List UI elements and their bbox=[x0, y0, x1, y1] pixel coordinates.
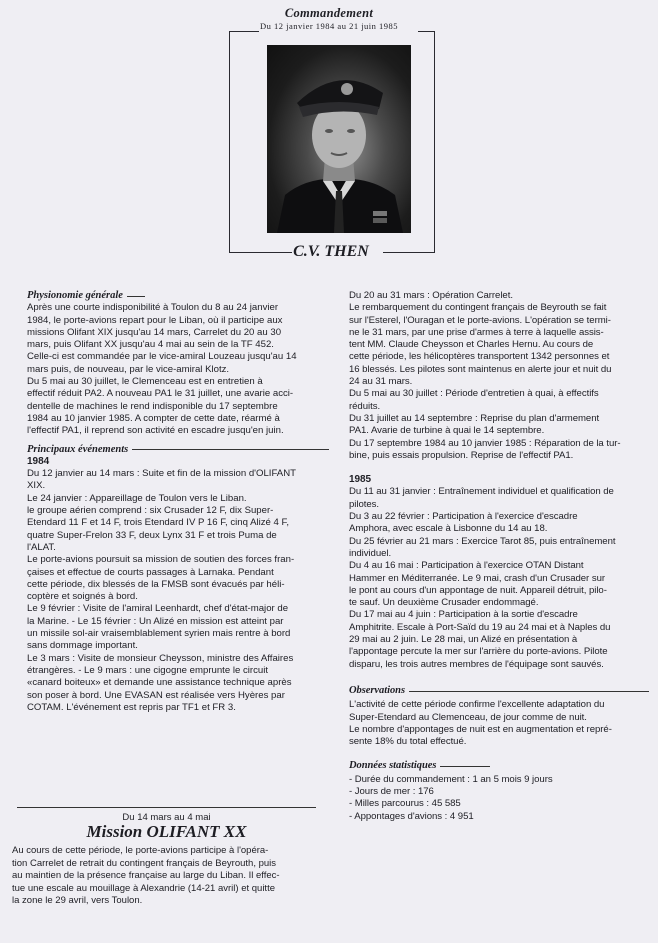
text-line: la zone le 29 avril, vers Toulon. bbox=[12, 895, 143, 906]
command-dates: Du 12 janvier 1984 au 21 juin 1985 bbox=[259, 21, 399, 31]
text-line: Amphitrite. Escale à Port-Saïd du 19 au 24 mai et à Naples du bbox=[349, 621, 611, 633]
year-1984: 1984 bbox=[27, 455, 50, 467]
mission-dates: Du 14 mars au 4 mai bbox=[122, 812, 211, 823]
text-line: Du 5 mai au 30 juillet : Période d'entretien à quai, à effectifs bbox=[349, 388, 599, 400]
text-line: étrangères. - Le 9 mars : une cigogne emprunte le circuit bbox=[27, 664, 269, 676]
text-line: réduits. bbox=[349, 400, 381, 412]
text-line: Le porte-avions poursuit sa mission de soutien des forces fran- bbox=[27, 554, 295, 566]
text-line: mars puis, de nouveau, par le vice-amiral Klotz. bbox=[27, 363, 230, 375]
text-line: L'activité de cette période confirme l'excellente adaptation du bbox=[349, 699, 605, 711]
text-line: Du 17 mai au 4 juin : Participation à la sortie d'escadre bbox=[349, 609, 578, 621]
section-title-commandement: Commandement bbox=[284, 6, 374, 20]
text-line: XIX. bbox=[27, 480, 46, 492]
stat-item: - Milles parcourus : 45 585 bbox=[349, 798, 461, 810]
text-line: 1984 au 10 janvier 1985. A compter de cette date, réarmé à bbox=[27, 412, 280, 424]
heading-rule bbox=[409, 691, 649, 692]
text-line: missions Olifant XIX jusqu'au 14 mars, Carrelet du 20 au 30 bbox=[27, 326, 282, 338]
left-column bbox=[27, 290, 329, 714]
text-line: sente 18% du total effectué. bbox=[349, 736, 467, 748]
text-line: Amphora, avec escale à Lisbonne du 14 au 18. bbox=[349, 523, 548, 535]
physionomie-text bbox=[27, 302, 329, 437]
text-line: Le nombre d'appontages de nuit est en augmentation et repré- bbox=[349, 723, 612, 735]
text-line: «canard boiteux» et demande une assistance technique après bbox=[27, 677, 292, 689]
text-line: Le rembarquement du contingent français de Beyrouth se fait bbox=[349, 302, 607, 314]
events-1984-left bbox=[27, 468, 329, 714]
frame-top-left bbox=[229, 31, 259, 32]
heading-rule bbox=[132, 449, 329, 450]
commander-portrait-photo bbox=[267, 45, 411, 233]
text-line: au maintien de la présence française au large du Liban. Il effec- bbox=[12, 870, 280, 881]
observations-text bbox=[349, 699, 649, 748]
frame-top-right bbox=[418, 31, 435, 32]
heading-rule bbox=[127, 296, 145, 297]
text-line: Du 20 au 31 mars : Opération Carrelet. bbox=[349, 290, 513, 301]
text-line: Après une courte indisponibilité à Toulon du 8 au 24 janvier bbox=[27, 302, 279, 314]
stat-item: - Jours de mer : 176 bbox=[349, 785, 434, 797]
statistiques-list bbox=[349, 774, 649, 823]
text-line: la Marine. - Le 15 février : Un Alizé en mission est atteint par bbox=[27, 615, 284, 627]
year-1985: 1985 bbox=[349, 474, 372, 486]
evenements-heading bbox=[27, 444, 329, 456]
text-line: Super-Etendard au Clemenceau, de jour comme de nuit. bbox=[349, 711, 587, 723]
mission-rule bbox=[17, 807, 316, 808]
statistiques-title: Données statistiques bbox=[349, 760, 437, 772]
text-line: 1984, le porte-avions repart pour le Liban, où il participe aux bbox=[27, 314, 283, 326]
text-line: le pont au cours d'un appontage de nuit. Appareil détruit, pilo- bbox=[349, 584, 607, 596]
right-column bbox=[349, 290, 649, 823]
text-line: l'effectif PA1, il reprend son activité en escadre jusqu'en juin. bbox=[27, 425, 284, 437]
text-line: Celle-ci est commandée par le vice-amiral Louzeau jusqu'au 14 bbox=[27, 351, 297, 363]
text-line: coptère et soignés à bord. bbox=[27, 591, 138, 603]
text-line: tent MM. Claude Cheysson et Charles Hernu. Au cours de bbox=[349, 339, 594, 351]
stat-item: - Appontages d'avions : 4 951 bbox=[349, 810, 474, 822]
text-line: Du 12 janvier au 14 mars : Suite et fin de la mission d'OLIFANT bbox=[27, 468, 296, 480]
text-line: sans dommage important. bbox=[27, 640, 138, 652]
text-line: dentelle de machines le rend indisponible du 17 septembre bbox=[27, 400, 278, 412]
text-line: 24 au 31 mars. bbox=[349, 376, 413, 388]
text-line: Le 3 mars : Visite de monsieur Cheysson, ministre des Affaires bbox=[27, 652, 294, 664]
text-line: bine, puis essais propulsion. Reprise de l'effectif PA1. bbox=[349, 449, 574, 461]
text-line: l'appontage percute la mer sur l'arrière du porte-avions. Pilote bbox=[349, 646, 608, 658]
physionomie-title: Physionomie générale bbox=[27, 290, 123, 301]
text-line: Du 3 au 22 février : Participation à l'exercice d'escadre bbox=[349, 511, 578, 523]
text-line: Hammer en Méditerranée. Le 9 mai, crash d'un Crusader sur bbox=[349, 572, 605, 584]
text-line: PA1. Avarie de turbine à quai le 14 septembre. bbox=[349, 425, 545, 437]
text-line: Etendard 11 F et 14 F, trois Etendard IV P 16 F, cinq Alizé 4 F, bbox=[27, 517, 290, 529]
text-line: quatre Super-Frelon 33 F, deux Lynx 31 F et trois Puma de bbox=[27, 529, 277, 541]
events-1985 bbox=[349, 486, 649, 670]
text-line: Du 31 juillet au 14 septembre : Reprise du plan d'armement bbox=[349, 412, 600, 424]
mission-text bbox=[12, 845, 330, 908]
text-line: tue une escale au mouillage à Alexandrie (14-21 avril) et quitte bbox=[12, 882, 275, 894]
frame-left bbox=[229, 31, 230, 253]
text-line: Du 11 au 31 janvier : Entraînement individuel et qualification de bbox=[349, 486, 614, 498]
text-line: Le 24 janvier : Appareillage de Toulon vers le Liban. bbox=[27, 492, 247, 504]
text-line: Au cours de cette période, le porte-avions participe à l'opéra- bbox=[12, 845, 269, 856]
text-line: le groupe aérien comprend : six Crusader 12 F, dix Super- bbox=[27, 505, 274, 517]
text-line: Le 9 février : Visite de l'amiral Leenhardt, chef d'état-major de bbox=[27, 603, 289, 615]
text-line: mars, puis Olifant XX jusqu'au 4 mai au sein de la TF 452. bbox=[27, 339, 274, 351]
text-line: un missile sol-air vraisemblablement syrien mais rentre à bord bbox=[27, 628, 291, 640]
frame-right bbox=[434, 31, 435, 253]
text-line: Du 4 au 16 mai : Participation à l'exercice OTAN Distant bbox=[349, 560, 584, 572]
text-line: Du 5 mai au 30 juillet, le Clemenceau est en entretien à bbox=[27, 376, 263, 388]
text-line: 29 mai au 2 juin. Le 28 mai, un Alizé en présentation à bbox=[349, 634, 578, 646]
text-line: cette période, les hélicoptères transportent 1342 personnes et bbox=[349, 351, 610, 363]
text-line: 16 blessés. Les pilotes sont maintenus en alerte jour et nuit du bbox=[349, 363, 612, 375]
mission-title: Mission OLIFANT XX bbox=[86, 822, 247, 841]
text-line: pilotes. bbox=[349, 498, 379, 510]
heading-rule bbox=[440, 766, 490, 767]
text-line: Du 17 septembre 1984 au 10 janvier 1985 : Réparation de la tur- bbox=[349, 437, 621, 449]
text-line: çaises et effectue de courts passages à Larnaka. Pendant bbox=[27, 566, 274, 578]
text-line: individuel. bbox=[349, 547, 392, 559]
physionomie-heading bbox=[27, 290, 329, 302]
text-line: tion Carrelet de retrait du contingent français de Beyrouth, puis bbox=[12, 857, 277, 869]
events-1984-right bbox=[349, 290, 649, 462]
evenements-title: Principaux événements bbox=[27, 443, 129, 455]
text-line: l'ALAT. bbox=[27, 541, 56, 553]
text-line: sur l'Esterel, l'Ouragan et le porte-avions. L'opération se termi- bbox=[349, 314, 611, 326]
stat-item: - Durée du commandement : 1 an 5 mois 9 jours bbox=[349, 773, 553, 785]
commander-name: C.V. THEN bbox=[293, 243, 369, 260]
text-line: disparu, les trois autres membres de l'équipage sont sauvés. bbox=[349, 658, 604, 670]
text-line: effectif réduit PA2. A nouveau PA1 le 31 juillet, une avarie acci- bbox=[27, 388, 294, 400]
statistiques-heading bbox=[349, 760, 649, 772]
observations-heading bbox=[349, 685, 649, 697]
text-line: te sauf. Un deuxième Crusader endommagé. bbox=[349, 597, 539, 609]
text-line: ne le 31 mars, par une prise d'armes à terre à laquelle assis- bbox=[349, 326, 604, 338]
text-line: Du 25 février au 21 mars : Exercice Tarot 85, puis entraînement bbox=[349, 535, 616, 547]
text-line: cette période, dix blessés de la FMSB sont évacués par héli- bbox=[27, 578, 285, 590]
text-line: COTAM. L'événement est repris par TF1 et FR 3. bbox=[27, 701, 236, 713]
observations-title: Observations bbox=[349, 684, 405, 696]
text-line: son poser à bord. Une EVASAN est réalisée vers Hyères par bbox=[27, 689, 285, 701]
